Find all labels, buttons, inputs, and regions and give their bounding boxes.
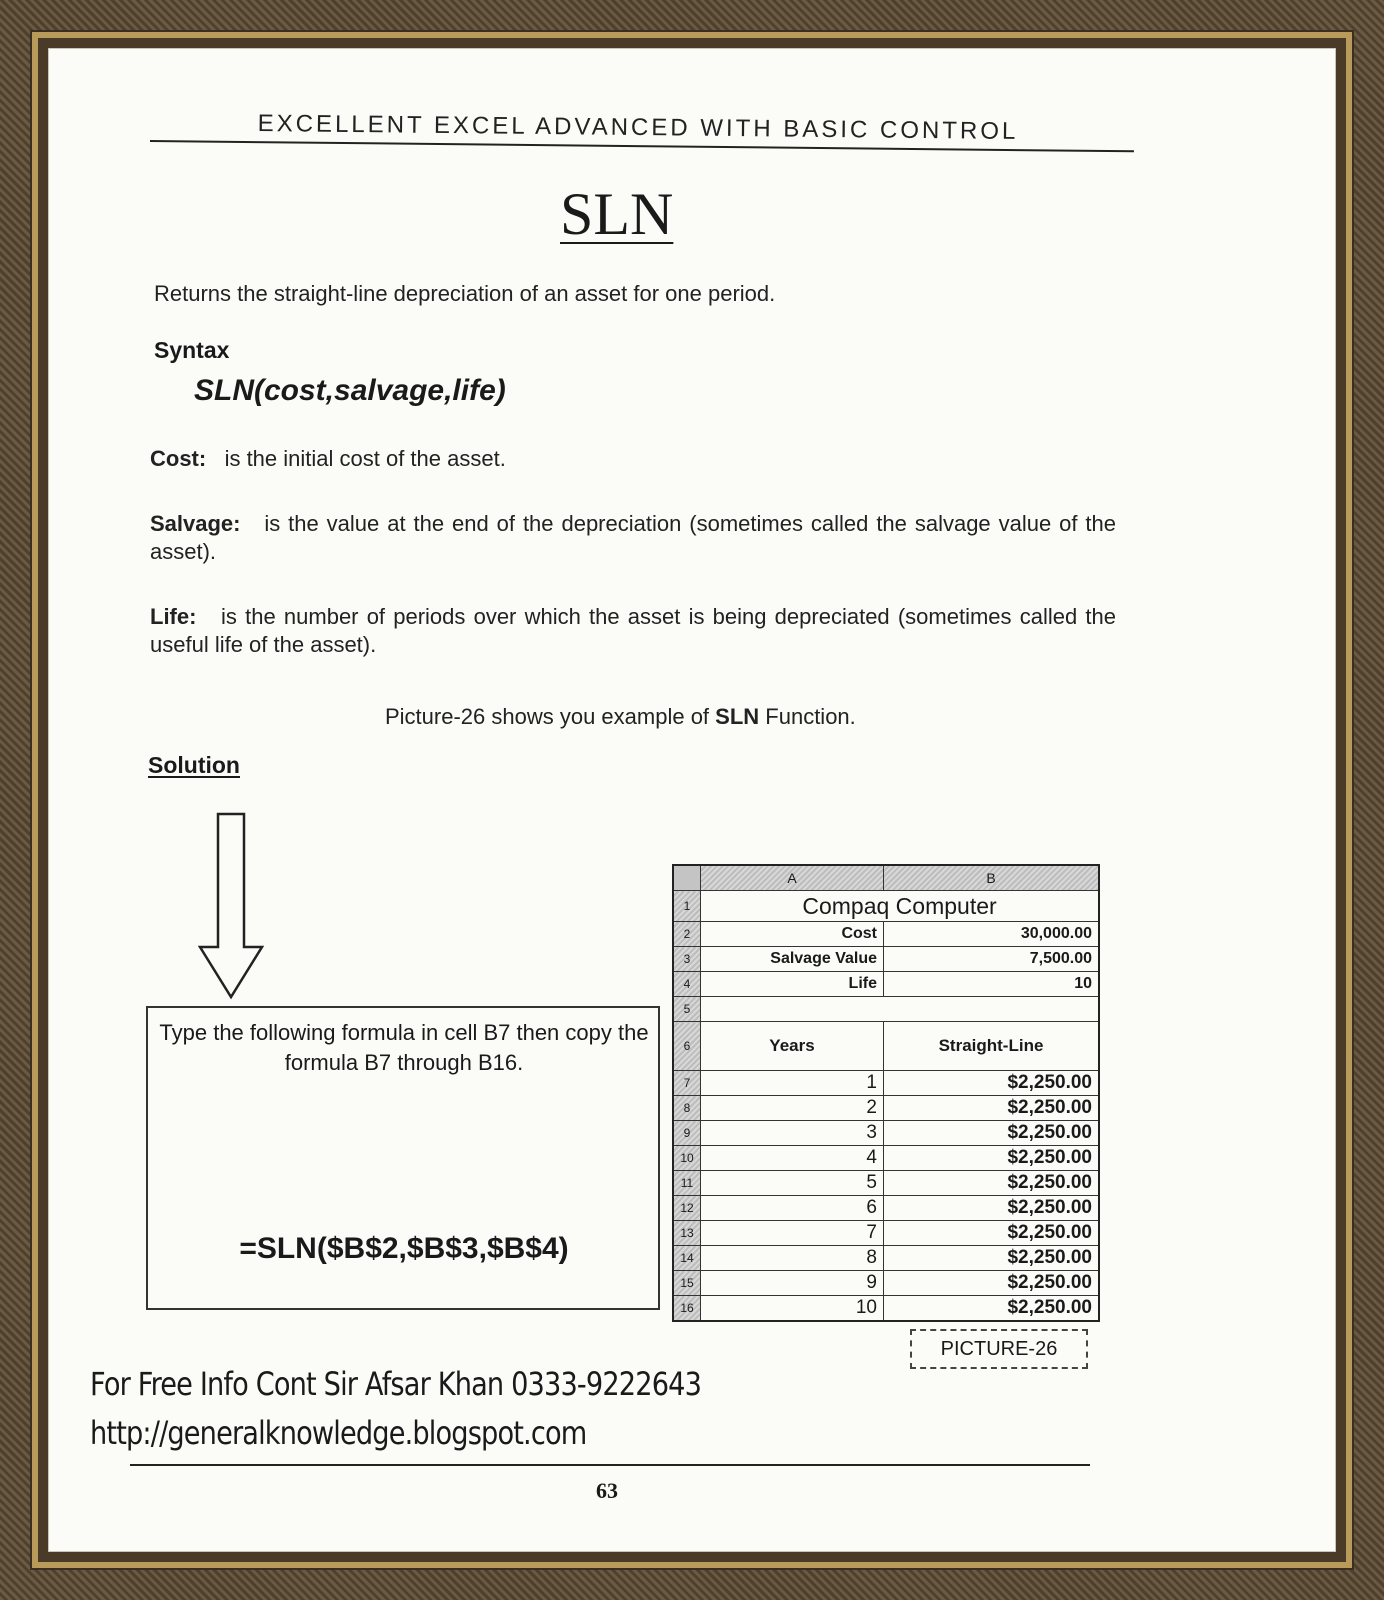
definition-term: Salvage: (150, 511, 241, 536)
year-cell: 4 (701, 1146, 884, 1171)
empty-row (701, 997, 1100, 1022)
table-row (673, 1221, 1099, 1246)
amount-cell: $2,250.00 (884, 1246, 1100, 1271)
amount-cell: $2,250.00 (884, 1096, 1100, 1121)
year-cell: 2 (701, 1096, 884, 1121)
solution-heading: Solution (148, 752, 240, 778)
row-header: 14 (673, 1246, 701, 1271)
table-row (673, 1146, 1099, 1171)
table-row (673, 1246, 1099, 1271)
formula-instruction: Type the following formula in cell B7 then copy the formula B7 through B16. (159, 1020, 649, 1075)
table-row (673, 1271, 1099, 1296)
picture-note-end: Function. (759, 704, 856, 729)
years-header: Years (701, 1022, 884, 1071)
year-cell: 1 (701, 1071, 884, 1096)
formula-text: =SLN($B$2,$B$3,$B$4) (239, 1232, 569, 1265)
row-header: 15 (673, 1271, 701, 1296)
table-row (673, 1121, 1099, 1146)
syntax-code: SLN(cost,salvage,life) (194, 374, 506, 407)
input-label: Life (701, 972, 884, 997)
row-header: 1 (673, 891, 701, 922)
amount-cell: $2,250.00 (884, 1071, 1100, 1096)
year-cell: 9 (701, 1271, 884, 1296)
amount-cell: $2,250.00 (884, 1196, 1100, 1221)
footer-rule (130, 1464, 1090, 1466)
row-header: 3 (673, 947, 701, 972)
amount-cell: $2,250.00 (884, 1146, 1100, 1171)
year-cell: 7 (701, 1221, 884, 1246)
definition-text: is the number of periods over which the asset is being depreciated (sometimes called the useful life of the asset). (150, 604, 1116, 657)
picture-note-text: Picture-26 shows you example of (385, 704, 716, 729)
row-header: 6 (673, 1022, 701, 1071)
row-header: 10 (673, 1146, 701, 1171)
column-header-b: B (884, 865, 1100, 891)
input-label: Cost (701, 922, 884, 947)
year-cell: 10 (701, 1296, 884, 1322)
year-cell: 5 (701, 1171, 884, 1196)
amount-cell: $2,250.00 (884, 1221, 1100, 1246)
table-row (673, 1296, 1099, 1322)
input-value: 10 (884, 972, 1100, 997)
document-page (48, 48, 1336, 1552)
row-header: 11 (673, 1171, 701, 1196)
definition-term: Life: (150, 604, 197, 629)
row-header: 16 (673, 1296, 701, 1322)
table-row (673, 1196, 1099, 1221)
straight-line-header: Straight-Line (884, 1022, 1100, 1071)
picture-caption: PICTURE-26 (910, 1329, 1088, 1369)
row-header: 5 (673, 997, 701, 1022)
definition-text: is the initial cost of the asset. (224, 446, 506, 471)
picture-note-bold: SLN (715, 704, 760, 729)
year-cell: 3 (701, 1121, 884, 1146)
definition-salvage (150, 510, 1116, 566)
row-header: 2 (673, 922, 701, 947)
row-header: 7 (673, 1071, 701, 1096)
column-header-a: A (701, 865, 884, 891)
down-arrow-icon (196, 812, 266, 1002)
definition-life (150, 603, 1116, 659)
year-cell: 8 (701, 1246, 884, 1271)
sheet-corner (673, 865, 701, 891)
table-row (673, 1171, 1099, 1196)
amount-cell: $2,250.00 (884, 1121, 1100, 1146)
row-header: 8 (673, 1096, 701, 1121)
row-header: 13 (673, 1221, 701, 1246)
amount-cell: $2,250.00 (884, 1296, 1100, 1322)
picture-reference (385, 703, 1085, 731)
function-description: Returns the straight-line depreciation of an asset for one period. (154, 281, 776, 306)
sheet-title: Compaq Computer (701, 891, 1100, 922)
table-row (673, 1096, 1099, 1121)
table-row (673, 1071, 1099, 1096)
page-title: SLN (560, 181, 674, 247)
formula-box (146, 1006, 660, 1310)
depreciation-rows (673, 1071, 1099, 1322)
footer-contact: For Free Info Cont Sir Afsar Khan 0333-9222643 (90, 1365, 702, 1403)
row-header: 4 (673, 972, 701, 997)
input-value: 30,000.00 (884, 922, 1100, 947)
footer-url[interactable]: http://generalknowledge.blogspot.com (90, 1414, 587, 1452)
row-header: 9 (673, 1121, 701, 1146)
spreadsheet-example (672, 864, 1100, 1322)
amount-cell: $2,250.00 (884, 1171, 1100, 1196)
page-number: 63 (596, 1478, 618, 1503)
input-value: 7,500.00 (884, 947, 1100, 972)
amount-cell: $2,250.00 (884, 1271, 1100, 1296)
input-label: Salvage Value (701, 947, 884, 972)
definition-term: Cost: (150, 446, 207, 471)
definition-cost (150, 445, 1116, 473)
running-header: EXCELLENT EXCEL ADVANCED WITH BASIC CONTROL (257, 110, 1019, 145)
definition-text: is the value at the end of the depreciation (sometimes called the salvage value of the asset). (150, 511, 1117, 564)
year-cell: 6 (701, 1196, 884, 1221)
syntax-label: Syntax (154, 337, 230, 363)
row-header: 12 (673, 1196, 701, 1221)
